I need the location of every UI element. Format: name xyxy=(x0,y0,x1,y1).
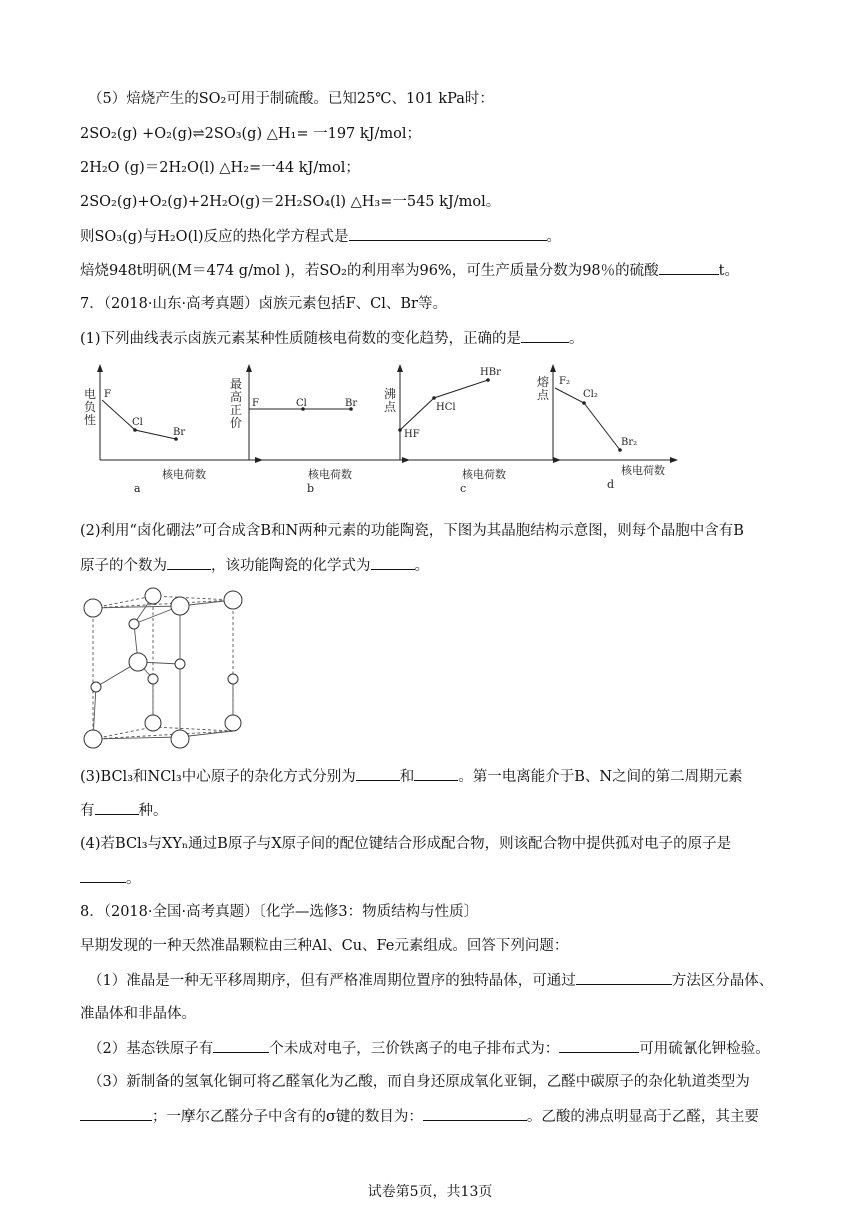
ylabel-char: 高 xyxy=(230,390,243,404)
point-label: HF xyxy=(404,429,420,440)
y-arrow xyxy=(397,364,403,372)
chart-caption: a xyxy=(134,482,141,495)
question-text: 原子的个数为 xyxy=(80,558,167,574)
point-label: F xyxy=(252,398,259,409)
point-label: Br₂ xyxy=(621,437,638,448)
atom-large xyxy=(171,597,189,615)
y-arrow xyxy=(550,364,556,372)
answer-blank[interactable] xyxy=(423,1106,527,1121)
punct: 。 xyxy=(414,558,429,574)
answer-blank[interactable] xyxy=(371,555,415,570)
answer-blank[interactable] xyxy=(349,226,547,241)
ylabel-char: 负 xyxy=(84,400,97,414)
question-text: 种。 xyxy=(138,803,168,819)
x-arrow xyxy=(670,457,678,463)
punct: 。 xyxy=(546,229,562,245)
ylabel-char: 点 xyxy=(384,400,397,414)
point-label: Br xyxy=(173,427,186,438)
q8-part2 xyxy=(88,1038,770,1059)
chart-d-svg xyxy=(535,358,725,498)
question-text: 焙烧948t明矾(M＝474 g/mol )，若SO₂的利用率为96%，可生产质量分数为98％的硫酸 xyxy=(80,263,659,279)
atom-small xyxy=(148,674,158,684)
question-text: 有 xyxy=(80,803,95,819)
q7-part1 xyxy=(80,328,584,349)
chart-d xyxy=(535,358,725,498)
ylabel-char: 沸 xyxy=(384,387,397,401)
x-axis-label: 核电荷数 xyxy=(162,468,206,481)
crystal-structure-figure xyxy=(78,584,248,754)
page-footer: 试卷第5页，共13页 xyxy=(367,1184,493,1200)
point-cl2 xyxy=(582,401,586,405)
question-text: ；一摩尔乙醛分子中含有的σ键的数目为： xyxy=(152,1109,423,1125)
question-text: ，该功能陶瓷的化学式为 xyxy=(211,558,371,574)
answer-blank[interactable] xyxy=(576,970,672,985)
q7-part2-line2 xyxy=(80,555,429,576)
q7-part3-line1 xyxy=(80,766,743,787)
ylabel-char: 正 xyxy=(230,403,243,417)
answer-blank[interactable] xyxy=(95,800,139,815)
answer-blank[interactable] xyxy=(356,766,400,781)
point-label: HCl xyxy=(436,402,456,413)
answer-blank[interactable] xyxy=(167,555,211,570)
point-label: Cl xyxy=(132,417,143,428)
x-axis-label: 核电荷数 xyxy=(462,468,506,481)
question-text: （2）基态铁原子有 xyxy=(88,1041,214,1057)
unit: t。 xyxy=(718,263,739,279)
equation-3: 2SO₂(g)+O₂(g)+2H₂O(g)＝2H₂SO₄(l) △H₃=一545 kJ/mol。 xyxy=(80,194,501,210)
atom-large xyxy=(84,599,102,617)
point-hf xyxy=(398,428,402,432)
q7-part4-line2 xyxy=(80,868,141,889)
answer-blank[interactable] xyxy=(414,766,458,781)
equation-2: 2H₂O (g)＝2H₂O(l) △H₂=一44 kJ/mol； xyxy=(80,160,360,176)
atom-large xyxy=(129,653,147,671)
atom-small xyxy=(91,682,101,692)
ylabel-char: 电 xyxy=(84,387,97,401)
ylabel-char: 最 xyxy=(230,377,243,391)
question-line-1 xyxy=(80,226,561,247)
question-text: 方法区分晶体、 xyxy=(671,973,774,989)
atom-large xyxy=(145,715,161,731)
answer-blank[interactable] xyxy=(559,1038,639,1053)
chart-caption: b xyxy=(307,482,315,495)
q8-part3-line1: （3）新制备的氢氧化铜可将乙醛氧化为乙酸，而自身还原成氧化亚铜，乙醛中碳原子的杂化轨道类型为 xyxy=(88,1074,750,1090)
question-text: (1)下列曲线表示卤族元素某种性质随核电荷数的变化趋势，正确的是 xyxy=(80,331,522,347)
punct: 。 xyxy=(569,331,584,347)
atom-small xyxy=(175,659,185,669)
question-text: 个未成对电子，三价铁离子的电子排布式为： xyxy=(269,1041,560,1057)
question-line-2 xyxy=(80,260,739,281)
point-label: F₂ xyxy=(559,376,570,387)
q7-part4-line1: (4)若BCl₃与XYₙ通过B原子与X原子间的配位键结合形成配合物，则该配合物中提供孤对电子的原子是 xyxy=(80,836,732,852)
answer-blank[interactable] xyxy=(80,1106,152,1121)
point-label: F xyxy=(104,389,111,400)
chart-caption: d xyxy=(607,478,615,491)
q8-title: 8．（2018·全国·高考真题）〔化学—选修3：物质结构与性质〕 xyxy=(80,904,479,920)
crystal-svg xyxy=(78,584,248,754)
answer-blank[interactable] xyxy=(213,1038,269,1053)
q7-part3-line2 xyxy=(80,800,168,821)
atom-large xyxy=(145,588,161,604)
point-hbr xyxy=(486,378,490,382)
atom-large xyxy=(224,591,242,609)
x-axis-label: 核电荷数 xyxy=(621,464,665,477)
y-arrow xyxy=(246,364,252,372)
equation-1: 2SO₂(g) +O₂(g)⇌2SO₃(g) △H₁= 一197 kJ/mol； xyxy=(80,126,421,142)
ylabel-char: 价 xyxy=(230,416,243,430)
question-text: 。乙酸的沸点明显高于乙醛，其主要 xyxy=(526,1109,759,1125)
answer-blank[interactable] xyxy=(521,328,569,343)
atom-small xyxy=(129,619,139,629)
point-hcl xyxy=(432,396,436,400)
q8-part1-line1 xyxy=(88,970,773,991)
ylabel-char: 熔 xyxy=(537,375,550,389)
point-label: Cl₂ xyxy=(583,389,598,400)
atom-large xyxy=(84,730,102,748)
question-text: 则SO₃(g)与H₂O(l)反应的热化学方程式是 xyxy=(80,229,349,245)
question-text: （1）准晶是一种无平移周期序，但有严格准周期位置序的独特晶体，可通过 xyxy=(88,973,576,989)
q7-title: 7．（2018·山东·高考真题）卤族元素包括F、Cl、Br等。 xyxy=(80,296,447,312)
atom-large xyxy=(171,730,189,748)
point-label: Cl xyxy=(296,398,307,409)
y-arrow xyxy=(97,364,103,372)
question-text: 和 xyxy=(399,769,415,785)
point-cl xyxy=(133,428,137,432)
point-br2 xyxy=(618,448,622,452)
point-label: HBr xyxy=(480,367,501,378)
q8-part1-line2: 准晶体和非晶体。 xyxy=(80,1006,196,1022)
atom-large xyxy=(225,715,241,731)
x-axis-label: 核电荷数 xyxy=(308,468,352,481)
punct: 。 xyxy=(126,871,141,887)
chart-caption: c xyxy=(460,482,467,495)
question-text: 可用硫氰化钾检验。 xyxy=(639,1041,770,1057)
point-label: Br xyxy=(345,398,358,409)
ylabel-char: 性 xyxy=(84,413,97,427)
atom-small xyxy=(228,674,238,684)
part5-intro: （5）焙烧产生的SO₂可用于制硫酸。已知25℃、101 kPa时： xyxy=(88,91,494,107)
answer-blank[interactable] xyxy=(659,260,719,275)
q8-intro: 早期发现的一种天然准晶颗粒由三种Al、Cu、Fe元素组成。回答下列问题： xyxy=(80,938,569,954)
question-text: (3)BCl₃和NCl₃中心原子的杂化方式分别为 xyxy=(80,769,356,785)
q7-part2-line1: (2)利用“卤化硼法”可合成含B和N两种元素的功能陶瓷，下图为其晶胞结构示意图，则每个晶胞中含有B xyxy=(80,523,744,539)
question-text: 。第一电离能介于B、N之间的第二周期元素 xyxy=(458,769,743,785)
answer-blank[interactable] xyxy=(80,868,126,883)
q8-part3-line2 xyxy=(80,1106,759,1127)
ylabel-char: 点 xyxy=(537,388,550,402)
